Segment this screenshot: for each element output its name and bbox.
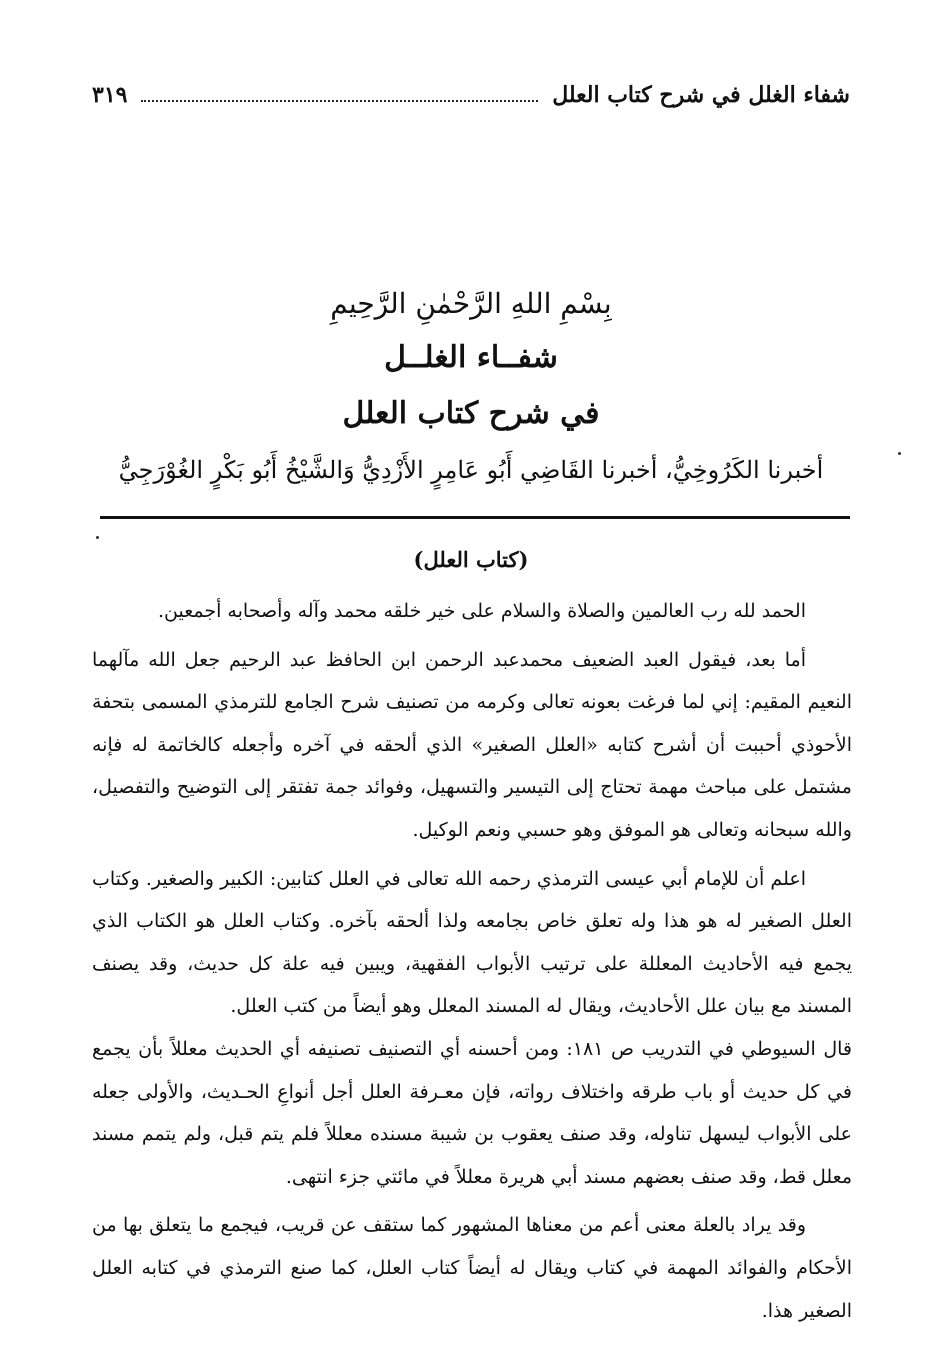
paragraph: أما بعد، فيقول العبد الضعيف محمدعبد الرحمن ابن الحافظ عبد الرحيم جعل الله مآلهما النعيم المقيم: إني لما فرغت بعونه تعالى وكرمه من تصنيف شرح الجامع للترمذي المسمى بتحفة الأحوذي أحببت أن أشرح كتابه «العلل الصغير» الذي ألحقه في آخره وأجعله كالخاتمة له فإنه مشتمل على مباحث مهمة تحتاج إلى التيسير والتسهيل، وفوائد جمة تفتقر إلى التوضيح والتفصيل، والله سبحانه وتعالى هو الموفق وهو حسبي ونعم الوكيل. bbox=[92, 648, 852, 841]
scan-speck bbox=[898, 452, 901, 455]
title-block bbox=[92, 280, 850, 444]
running-header bbox=[92, 82, 850, 122]
section-heading: (كتاب العلل) bbox=[413, 547, 529, 572]
book-subtitle: في شرح كتاب العلل bbox=[342, 396, 600, 431]
paragraph: قال السيوطي في التدريب ص ١٨١: ومن أحسنه أي التصنيف تصنيفه أي الحديث معللاً بأن يجمع في كل حديث أو باب طرقه واختلاف رواته، فإن معـرفة العلل أجل أنواعِ الحـديث، والأولى جعله على الأبواب ليسهل تناوله، وقد صنف يعقوب بن شيبة مسنده معللاً فلم يتم قبل، ولم يتمم مسند معلل قط، وقد صنف بعضهم مسند أبي هريرة معللاً في مائتي جزء انتهى. bbox=[92, 1037, 852, 1188]
paragraph: وقد يراد بالعلة معنى أعم من معناها المشهور كما ستقف عن قريب، فيجمع ما يتعلق بها من الأحكام والفوائد المهمة في كتاب ويقال له أيضاً كتاب العلل، كما صنع الترمذي في كتابه العلل الصغير هذا. bbox=[92, 1214, 852, 1322]
horizontal-rule bbox=[100, 516, 850, 519]
paragraph: اعلم أن للإمام أبي عيسى الترمذي رحمه الله تعالى في العلل كتابين: الكبير والصغير. وكتاب العلل الصغير له هو هذا وله تعلق خاص بجامعه ولذا ألحقه بآخره. وكتاب العلل هو الكتاب الذي يجمع فيه الأحاديث المعللة على ترتيب الأبواب الفقهية، ويبين فيه علة كل حديث، وقد يصنف المسند مع بيان علل الأحاديث، ويقال له المسند المعلل وهو أيضاً من كتب العلل. bbox=[92, 867, 852, 1018]
scan-speck bbox=[96, 536, 99, 539]
body-text bbox=[92, 590, 852, 1338]
chain-of-narration: أخبرنا الكَرُوخِيُّ، أخبرنا القَاضِي أَبُو عَامِرٍ الأَزْدِيُّ وَالشَّيْخُ أَبُو بَكْرٍ الغُوْرَجِيُّ bbox=[118, 456, 824, 484]
page-number: ٣١٩ bbox=[92, 82, 128, 108]
dotted-leader bbox=[141, 86, 538, 102]
book-title: شفــاء الغلــل bbox=[384, 340, 558, 375]
running-title: شفاء الغلل في شرح كتاب العلل bbox=[552, 82, 850, 108]
basmala: بِسْمِ اللهِ الرَّحْمٰنِ الرَّحِيمِ bbox=[330, 287, 612, 320]
paragraph: الحمد لله رب العالمين والصلاة والسلام على خير خلقه محمد وآله وأصحابه أجمعين. bbox=[157, 600, 806, 622]
